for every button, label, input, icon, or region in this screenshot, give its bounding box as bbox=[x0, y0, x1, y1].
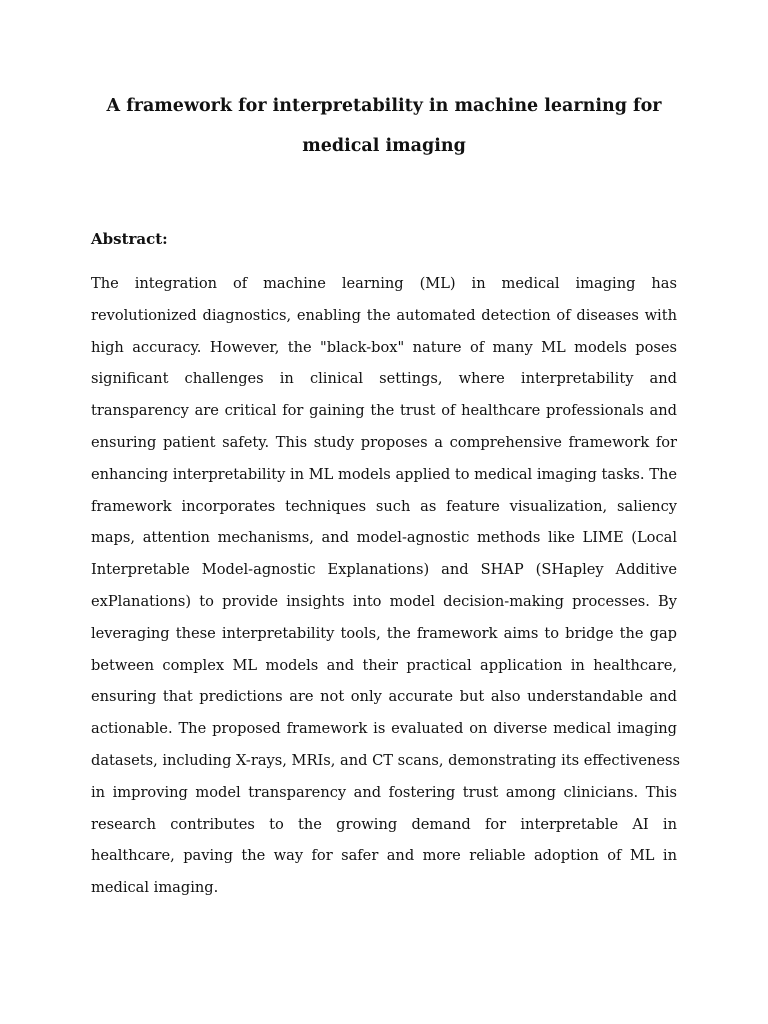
abstract-line: ensuring that predictions are not only accurate but also understandable and bbox=[91, 688, 677, 706]
abstract-line: datasets, including X-rays, MRIs, and CT scans, demonstrating its effectiveness bbox=[91, 751, 681, 769]
abstract-line: between complex ML models and their practical application in healthcare, bbox=[91, 656, 677, 674]
abstract-line: leveraging these interpretability tools, the framework aims to bridge the gap bbox=[91, 624, 677, 642]
abstract-line: enhancing interpretability in ML models applied to medical imaging tasks. The bbox=[91, 465, 677, 483]
abstract-line: ensuring patient safety. This study proposes a comprehensive framework for bbox=[91, 433, 677, 451]
abstract-line: actionable. The proposed framework is evaluated on diverse medical imaging bbox=[91, 720, 677, 738]
paper-title-line: medical imaging bbox=[302, 136, 466, 156]
abstract-line: in improving model transparency and fostering trust among clinicians. This bbox=[91, 783, 677, 801]
abstract-line: The integration of machine learning (ML) in medical imaging has bbox=[91, 275, 677, 292]
abstract-line: high accuracy. However, the "black-box" nature of many ML models poses bbox=[91, 338, 677, 356]
abstract-line: framework incorporates techniques such as feature visualization, saliency bbox=[91, 497, 677, 515]
abstract-line: transparency are critical for gaining the trust of healthcare professionals and bbox=[91, 402, 677, 420]
abstract-heading: Abstract: bbox=[91, 230, 168, 248]
abstract-line: significant challenges in clinical settings, where interpretability and bbox=[91, 370, 677, 388]
abstract-line: exPlanations) to provide insights into model decision-making processes. By bbox=[91, 592, 677, 610]
abstract-line: healthcare, paving the way for safer and more reliable adoption of ML in bbox=[91, 847, 677, 865]
abstract-body bbox=[91, 268, 681, 904]
abstract-line: medical imaging. bbox=[91, 879, 219, 897]
abstract-line: revolutionized diagnostics, enabling the automated detection of diseases with bbox=[91, 306, 677, 324]
paper-title-line: A framework for interpretability in machine learning for bbox=[106, 96, 662, 116]
abstract-line: research contributes to the growing demand for interpretable AI in bbox=[91, 815, 677, 833]
abstract-line: Interpretable Model-agnostic Explanations) and SHAP (SHapley Additive bbox=[91, 561, 677, 579]
abstract-line: maps, attention mechanisms, and model-agnostic methods like LIME (Local bbox=[91, 529, 677, 547]
paper-title bbox=[100, 86, 668, 166]
